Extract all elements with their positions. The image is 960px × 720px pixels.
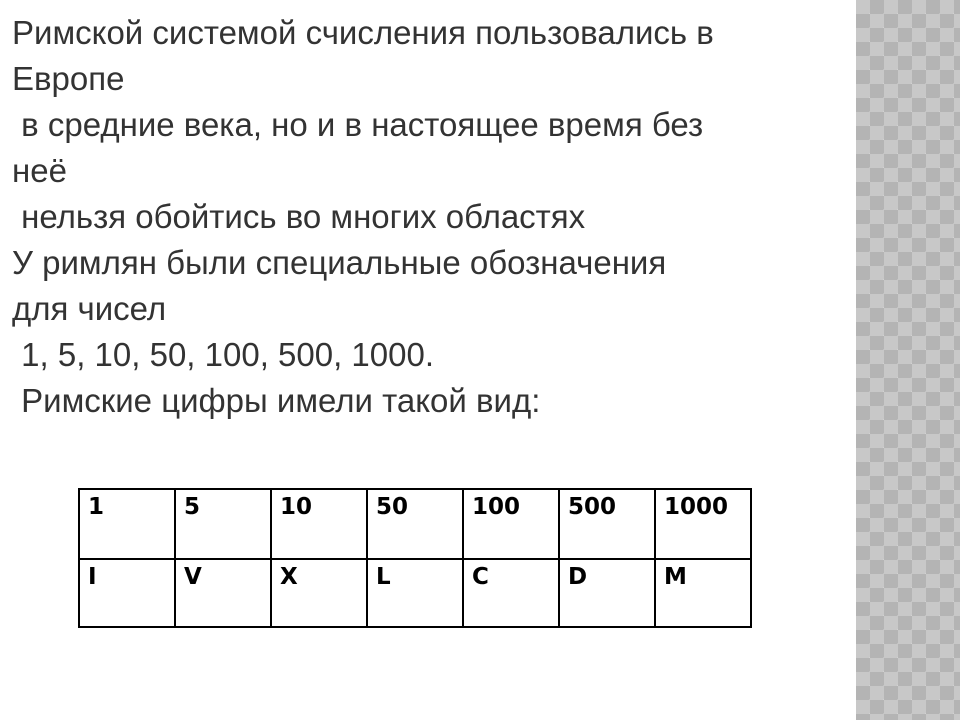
table-cell-number: 1000 [655,489,751,559]
table-row-numbers [79,489,751,559]
table-cell-numeral: M [655,559,751,627]
table-cell-numeral: X [271,559,367,627]
table-cell-number: 100 [463,489,559,559]
text-line: Римские цифры имели такой вид: [12,382,541,419]
text-line: для чисел [12,290,167,327]
text-line: нельзя обойтись во многих областях [12,198,586,235]
text-line: Римской системой счисления пользовались в [12,14,714,51]
table-cell-numeral: L [367,559,463,627]
text-line: Европе [12,60,125,97]
table-cell-number: 5 [175,489,271,559]
table-cell-numeral: C [463,559,559,627]
table-cell-number: 1 [79,489,175,559]
table-row-numerals [79,559,751,627]
table-cell-numeral: V [175,559,271,627]
text-line: 1, 5, 10, 50, 100, 500, 1000. [12,336,435,373]
table-cell-numeral: D [559,559,655,627]
text-line: в средние века, но и в настоящее время без [12,106,704,143]
table-cell-number: 500 [559,489,655,559]
roman-numerals-table [78,488,752,628]
table-cell-number: 10 [271,489,367,559]
table-cell-numeral: I [79,559,175,627]
decorative-side-panel [856,0,960,720]
slide-body-text [12,10,852,424]
table-cell-number: 50 [367,489,463,559]
text-line: неё [12,152,67,189]
text-line: У римлян были специальные обозначения [12,244,667,281]
